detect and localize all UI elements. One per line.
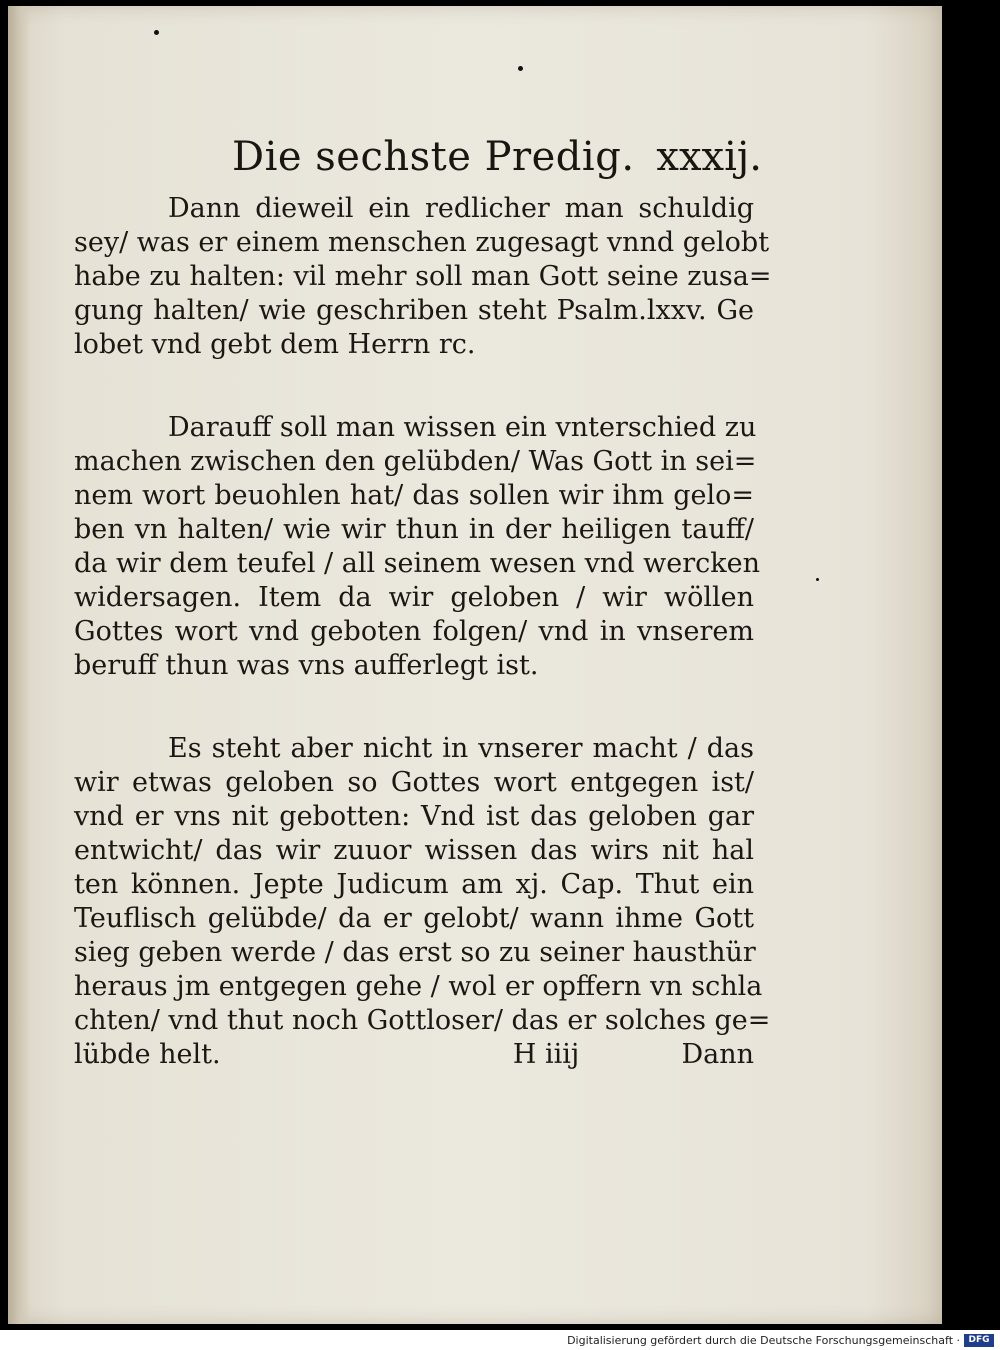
text-line: Es steht aber nicht in vnserer macht / das xyxy=(168,733,754,764)
page-header xyxy=(232,134,762,188)
funding-credit: Digitalisierung gefördert durch die Deutsche Forschungsgemeinschaft · xyxy=(567,1334,960,1347)
text-line: Teuflisch gelübde/ da er gelobt/ wann ihme Gott xyxy=(74,903,754,934)
text-line: habe zu halten: vil mehr soll man Gott seine zusa= xyxy=(74,261,772,292)
text-line: gung halten/ wie geschriben steht Psalm.lxxv. Ge xyxy=(74,295,754,326)
text-line: Gottes wort vnd geboten folgen/ vnd in vnserem xyxy=(74,616,754,647)
text-line: nem wort beuohlen hat/ das sollen wir ihm gelo= xyxy=(74,480,754,511)
paragraph xyxy=(74,732,771,1072)
text-line: sey/ was er einem menschen zugesagt vnnd gelobt xyxy=(74,227,770,258)
dfg-logo-icon: DFG xyxy=(964,1334,994,1347)
ink-speck xyxy=(816,578,819,581)
paragraph xyxy=(74,411,760,683)
text-line: beruff thun was vns aufferlegt ist. xyxy=(74,650,539,681)
text-line: sieg geben werde / das erst so zu seiner hausthür xyxy=(74,937,756,968)
catchword: Dann xyxy=(681,1039,754,1070)
main-text-block xyxy=(74,192,772,1072)
text-line: widersagen. Item da wir geloben / wir wöllen xyxy=(74,582,754,613)
ink-speck xyxy=(518,66,523,71)
footer-bar xyxy=(0,1330,1000,1350)
text-line: Dann dieweil ein redlicher man schuldig xyxy=(168,193,754,224)
text-line: wir etwas geloben so Gottes wort entgegen ist/ xyxy=(74,767,754,798)
text-line: heraus jm entgegen gehe / wol er opffern vn schla xyxy=(74,971,763,1002)
text-line: entwicht/ das wir zuuor wissen das wirs nit hal xyxy=(74,835,754,866)
page-gutter-shadow xyxy=(8,6,30,1324)
text-line: ben vn halten/ wie wir thun in der heiligen tauff/ xyxy=(74,514,754,545)
text-line: lobet vnd gebt dem Herrn rc. xyxy=(74,329,476,360)
running-title: Die sechste Predig. xyxy=(232,134,635,180)
text-line: ten können. Jepte Judicum am xj. Cap. Thut ein xyxy=(74,869,754,900)
text-line: lübde helt. xyxy=(74,1039,221,1070)
book-page xyxy=(8,6,942,1324)
text-line: da wir dem teufel / all seinem wesen vnd wercken xyxy=(74,548,760,579)
text-line: machen zwischen den gelübden/ Was Gott in sei= xyxy=(74,446,757,477)
folio-number: xxxij. xyxy=(656,134,762,180)
text-line: Darauff soll man wissen ein vnterschied zu xyxy=(168,412,757,443)
signature-mark: H iiij xyxy=(512,1039,580,1070)
paragraph xyxy=(74,192,772,362)
text-line: vnd er vns nit gebotten: Vnd ist das geloben gar xyxy=(74,801,754,832)
text-line: chten/ vnd thut noch Gottloser/ das er solches ge= xyxy=(74,1005,771,1036)
last-line xyxy=(74,1038,754,1072)
ink-speck xyxy=(154,30,159,35)
